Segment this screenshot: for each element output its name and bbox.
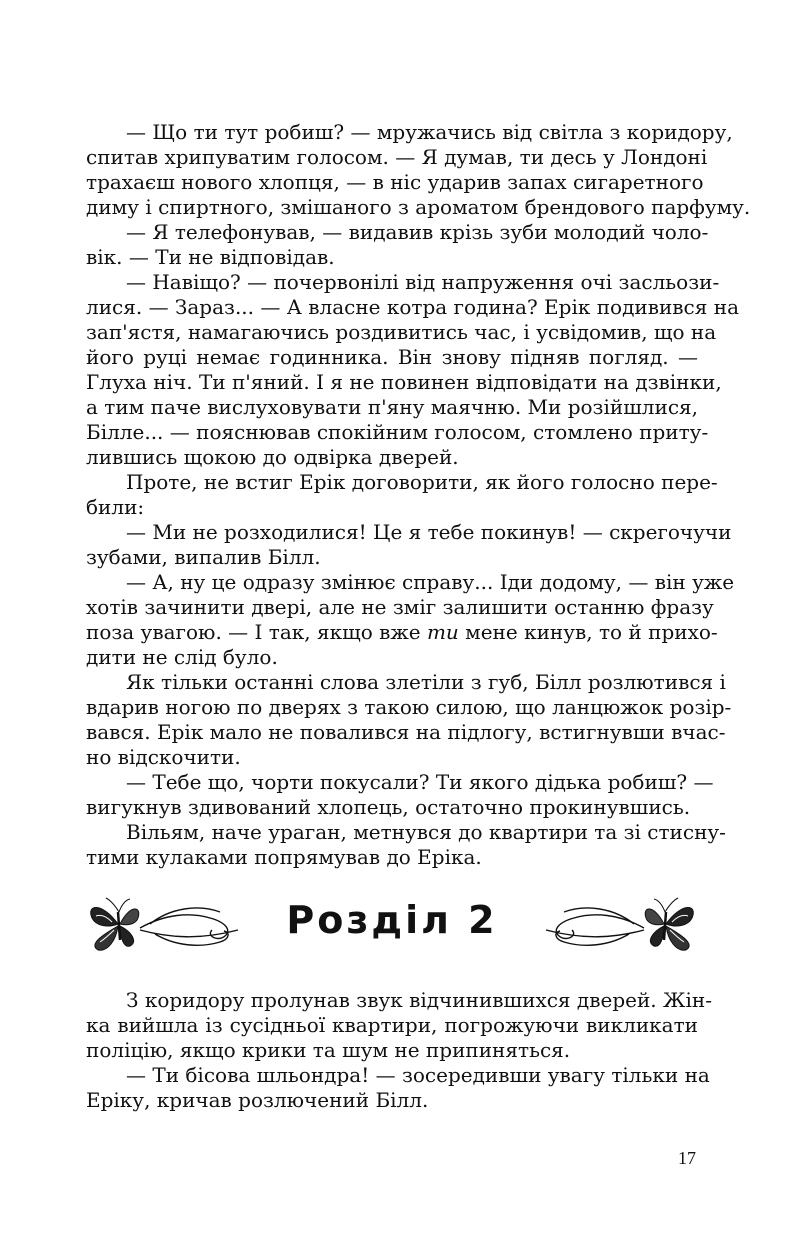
text-line: — Ти бісова шльондра! — зосередивши увагу тільки на: [126, 1063, 710, 1087]
text-line: поліцію, якщо крики та шум не припиняться.: [86, 1038, 571, 1062]
italic-word: ти: [426, 620, 459, 644]
text-line: — Ми не розходилися! Це я тебе покинув! — скрегочучи: [126, 520, 732, 544]
text-line: диму і спиртного, змішаного з ароматом брендового парфуму.: [86, 195, 751, 219]
chapter-heading: [80, 890, 704, 962]
text-line: зап'ястя, намагаючись роздивитись час, і усвідомив, що на: [86, 320, 717, 344]
text-line: тими кулаками попрямував до Еріка.: [86, 845, 482, 869]
text-line: З коридору пролунав звук відчинившихся дверей. Жін-: [126, 988, 712, 1012]
text-line: спитав хрипуватим голосом. — Я думав, ти десь у Лондоні: [86, 145, 708, 169]
text-line: зубами, випалив Білл.: [86, 545, 321, 569]
text-line: но відскочити.: [86, 745, 241, 769]
text-fragment: мене кинув, то й прихо-: [458, 620, 718, 644]
page-number: 17: [678, 1148, 696, 1168]
text-line: лившись щокою до одвірка дверей.: [86, 445, 459, 469]
text-line: ка вийшла із сусідньої квартири, погрожуючи викликати: [86, 1013, 698, 1037]
text-line: Білле... — пояснював спокійним голосом, стомлено приту-: [86, 420, 709, 444]
text-line: трахаєш нового хлопця, — в ніс ударив запах сигаретного: [86, 170, 704, 194]
body-text-before-chapter: [86, 120, 751, 870]
text-line: били:: [86, 495, 145, 519]
text-line: — Що ти тут робиш? — мружачись від світла з коридору,: [126, 120, 733, 144]
text-line: — Навіщо? — почервонілі від напруження очі засльози-: [126, 270, 720, 294]
text-line: вдарив ногою по дверях з такою силою, що ланцюжок розір-: [86, 695, 732, 719]
text-line: лися. — Зараз... — А власне котра година? Ерік подивився на: [86, 295, 739, 319]
text-fragment: поза увагою. — І так, якщо вже: [86, 620, 427, 644]
text-line: вік. — Ти не відповідав.: [86, 245, 335, 269]
text-line: — Тебе що, чорти покусали? Ти якого дідька робиш? —: [126, 770, 714, 794]
text-line: вався. Ерік мало не повалився на підлогу, встигнувши вчас-: [86, 720, 726, 744]
text-line: Як тільки останні слова злетіли з губ, Білл розлютився і: [126, 670, 726, 694]
text-line: — Я телефонував, — видавив крізь зуби молодий чоло-: [126, 220, 709, 244]
text-line: його руці немає годинника. Він знову підняв погляд. —: [86, 345, 698, 369]
text-line: Глуха ніч. Ти п'яний. І я не повинен відповідати на дзвінки,: [86, 370, 722, 394]
text-line: вигукнув здивований хлопець, остаточно прокинувшись.: [86, 795, 691, 819]
text-line: а тим паче вислуховувати п'яну маячню. Ми розійшлися,: [86, 395, 698, 419]
butterfly-ornament-right-icon: [539, 894, 704, 956]
text-line: [86, 620, 718, 645]
chapter-title: Розділ 2: [286, 898, 498, 942]
butterfly-ornament-left-icon: [80, 894, 245, 956]
text-line: хотів зачинити двері, але не зміг залишити останню фразу: [86, 595, 714, 619]
text-line: Проте, не встиг Ерік договорити, як його голосно пере-: [126, 470, 718, 494]
text-line: — А, ну це одразу змінює справу... Іди додому, — він уже: [126, 570, 735, 594]
text-line: Еріку, кричав розлючений Білл.: [86, 1088, 429, 1112]
body-text-after-chapter: [86, 988, 712, 1113]
text-line: Вільям, наче ураган, метнувся до квартири та зі стисну-: [126, 820, 726, 844]
text-line: дити не слід було.: [86, 645, 278, 669]
